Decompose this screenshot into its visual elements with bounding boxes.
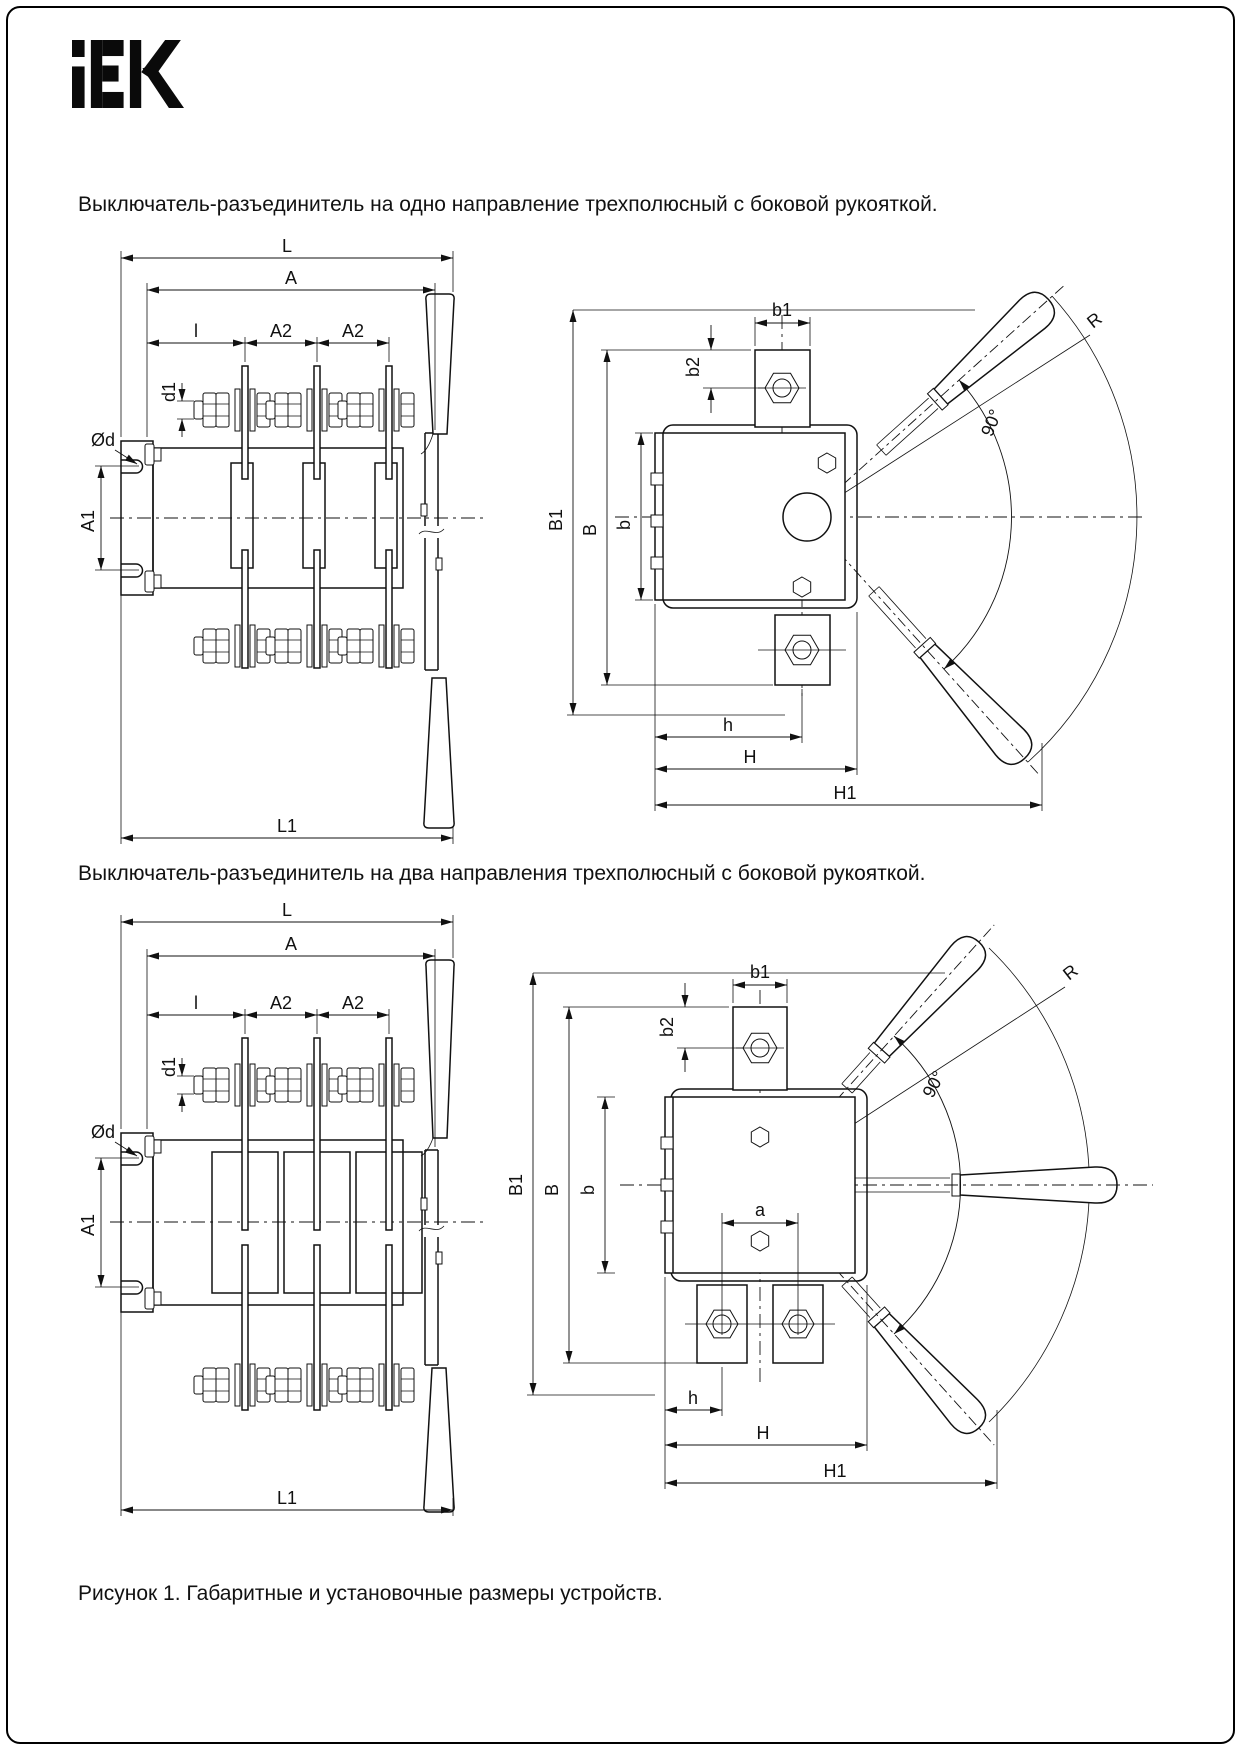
dim-label-L1: L1 [276,1488,298,1508]
body-screw-top [751,1127,768,1147]
drawing-one-direction-front-view [545,245,1160,860]
dim-d1 [159,382,194,437]
handle-shaft-hole [783,493,831,541]
drawing-two-directions-side-view [78,900,505,1525]
dim-label-a: a [754,1200,766,1220]
dim-label-b2: b2 [657,1016,677,1038]
section-title-two-directions: Выключатель-разъединитель на два направления трехполюсный с боковой рукояткой. [78,862,926,885]
dim-label-d1: d1 [159,381,179,403]
dim-label-R: R [1083,308,1106,333]
dim-L1 [121,1312,453,1516]
dim-H [665,1285,867,1451]
dim-label-L: L [281,900,293,920]
mounting-bracket [121,1133,161,1312]
dim-label-H: H [743,747,757,767]
side-plate [419,433,444,670]
dim-Od [91,430,137,464]
switch-body [153,1140,422,1305]
dim-label-90deg: 90° [918,1067,949,1101]
dim-label-B: B [580,523,600,537]
top-terminal-bracket [755,350,810,427]
side-handle [421,960,454,1512]
dim-H1 [665,1410,997,1489]
dim-label-L: L [281,236,293,256]
dim-label-Od: Ød [91,1122,116,1142]
dim-label-b1: b1 [771,300,793,320]
switch-body-front [661,1089,867,1281]
dim-l-A2 [147,993,389,1034]
drawing-one-direction-side-view [78,236,505,853]
dim-label-H1: H1 [833,783,857,803]
dim-label-B1: B1 [546,508,566,532]
dim-label-H1: H1 [823,1461,847,1481]
dim-label-b: b [578,1184,598,1196]
dim-label-h: h [722,715,734,735]
dim-label-A: A [284,268,298,288]
dim-A1 [78,1158,139,1287]
dim-label-A2-1: A2 [269,321,293,341]
dim-label-l: l [194,993,198,1013]
switch-body-front [651,425,857,608]
dim-b2 [657,983,743,1072]
dim-label-A2-1: A2 [269,993,293,1013]
dim-label-R: R [1059,960,1082,985]
top-terminal-bracket [733,1007,787,1090]
dim-label-L1: L1 [276,816,298,836]
dim-b [578,1097,615,1273]
body-screw-bottom [751,1231,768,1251]
dim-l-A2 [147,321,389,362]
dim-label-A2-2: A2 [341,993,365,1013]
body-screw-bottom [793,577,810,597]
dim-label-d1: d1 [159,1056,179,1078]
dim-label-b: b [614,519,634,531]
terminal-bolt-stacks [194,1064,414,1406]
figure-caption: Рисунок 1. Габаритные и установочные размеры устройств. [78,1582,663,1605]
dim-label-90deg: 90° [977,406,1006,440]
dim-b1 [755,300,810,346]
dim-label-b1: b1 [749,962,771,982]
body-screw-top [818,453,835,473]
dim-angle-90 [944,380,1011,669]
iek-logo-glyphs [72,40,184,108]
iek-logo [72,40,184,108]
dim-label-A1: A1 [78,1213,98,1237]
dim-H1 [655,743,1042,811]
dim-label-h: h [687,1388,699,1408]
terminal-bolt-stacks [194,389,414,667]
dim-label-b2: b2 [683,356,703,378]
section-title-one-direction: Выключатель-разъединитель на одно направление трехполюсный с боковой рукояткой. [78,193,938,216]
dim-label-l: l [194,321,198,341]
drawing-two-directions-front-view [505,905,1165,1525]
dim-label-H: H [756,1423,770,1443]
dim-label-B1: B1 [506,1173,526,1197]
dim-label-Od: Ød [91,430,116,450]
dim-label-A1: A1 [78,509,98,533]
dim-label-B: B [542,1183,562,1197]
dim-label-A: A [284,934,298,954]
dim-b2 [683,325,765,413]
dim-Od [91,1122,137,1156]
dim-label-A2-2: A2 [341,321,365,341]
dim-d1 [159,1057,194,1112]
dim-b [614,433,653,600]
bottom-terminal-bracket [758,615,846,685]
